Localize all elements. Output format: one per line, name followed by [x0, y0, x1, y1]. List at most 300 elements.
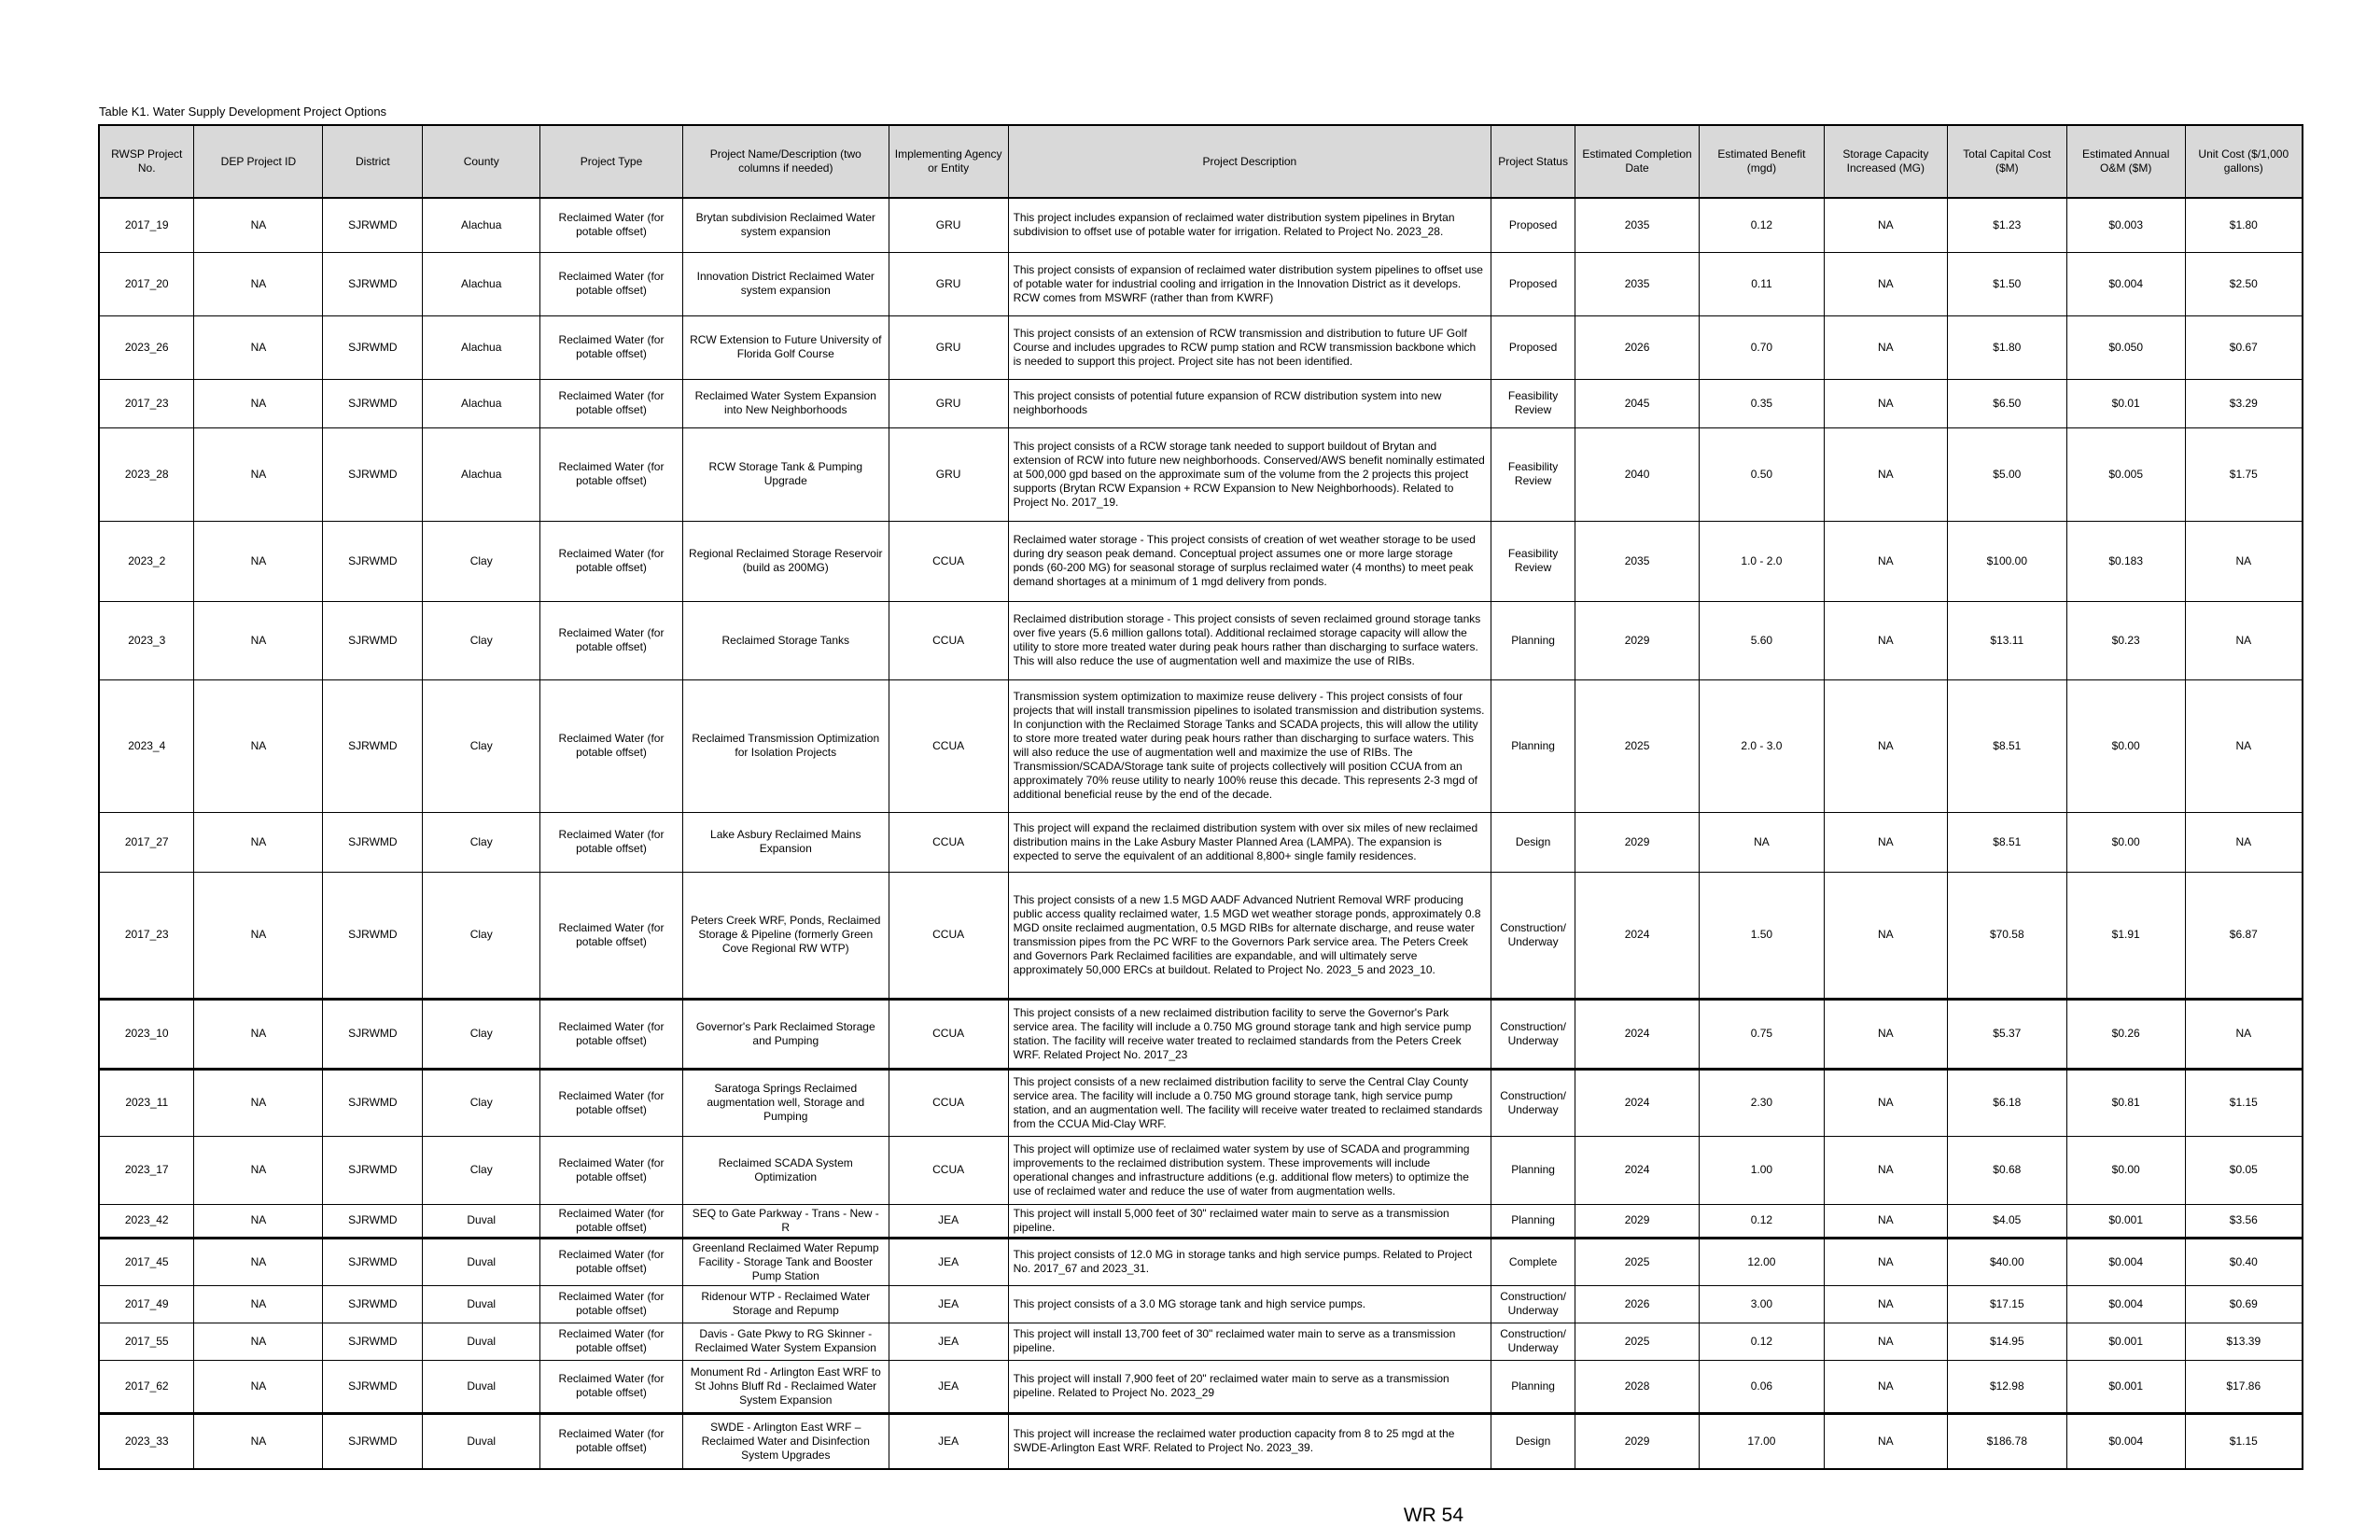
table-cell: SJRWMD — [323, 812, 423, 872]
table-cell: Reclaimed Water (for potable offset) — [540, 872, 683, 999]
table-row — [99, 1413, 2303, 1469]
table-cell: This project will increase the reclaimed water production capacity from 8 to 25 mgd at the SWDE-Arlington East WRF. Related to Project No. 2023_39. — [1008, 1413, 1491, 1469]
table-cell: 2023_10 — [99, 999, 194, 1069]
table-cell: $6.50 — [1947, 379, 2066, 427]
table-cell: Alachua — [423, 252, 540, 315]
table-cell: $0.68 — [1947, 1136, 2066, 1204]
table-cell: NA — [1824, 1136, 1947, 1204]
table-row — [99, 1285, 2303, 1323]
table-cell: GRU — [889, 252, 1008, 315]
table-cell: Duval — [423, 1413, 540, 1469]
table-cell: RCW Extension to Future University of Florida Golf Course — [682, 315, 889, 379]
table-row — [99, 679, 2303, 812]
table-cell: NA — [1824, 1360, 1947, 1413]
table-cell: JEA — [889, 1360, 1008, 1413]
table-cell: Planning — [1491, 1136, 1575, 1204]
table-cell: SJRWMD — [323, 1323, 423, 1360]
table-cell: SJRWMD — [323, 1069, 423, 1136]
table-cell: Reclaimed Water System Expansion into New Neighborhoods — [682, 379, 889, 427]
table-row — [99, 601, 2303, 679]
table-cell: $0.001 — [2066, 1360, 2185, 1413]
table-cell: $0.00 — [2066, 812, 2185, 872]
table-cell: 2026 — [1575, 1285, 1700, 1323]
table-row — [99, 1069, 2303, 1136]
table-cell: SJRWMD — [323, 999, 423, 1069]
table-cell: NA — [1824, 1238, 1947, 1285]
table-cell: 2024 — [1575, 999, 1700, 1069]
table-cell: 2024 — [1575, 872, 1700, 999]
table-cell: Duval — [423, 1204, 540, 1238]
table-cell: Proposed — [1491, 252, 1575, 315]
table-cell: Construction/Underway — [1491, 1069, 1575, 1136]
table-cell: 2029 — [1575, 1413, 1700, 1469]
table-cell: $0.67 — [2185, 315, 2303, 379]
table-cell: Reclaimed Water (for potable offset) — [540, 1204, 683, 1238]
table-cell: JEA — [889, 1238, 1008, 1285]
table-cell: NA — [1824, 1204, 1947, 1238]
table-cell: $0.004 — [2066, 1285, 2185, 1323]
table-cell: NA — [194, 1136, 323, 1204]
table-row — [99, 252, 2303, 315]
table-cell: SJRWMD — [323, 601, 423, 679]
table-cell: 2023_28 — [99, 427, 194, 521]
table-cell: 0.35 — [1700, 379, 1825, 427]
table-cell: 0.12 — [1700, 198, 1825, 252]
table-cell: $0.005 — [2066, 427, 2185, 521]
table-cell: JEA — [889, 1323, 1008, 1360]
table-cell: $0.00 — [2066, 1136, 2185, 1204]
table-cell: Reclaimed Water (for potable offset) — [540, 999, 683, 1069]
table-cell: NA — [1824, 999, 1947, 1069]
table-cell: Clay — [423, 1136, 540, 1204]
table-cell: Greenland Reclaimed Water Repump Facility - Storage Tank and Booster Pump Station — [682, 1238, 889, 1285]
table-cell: $1.23 — [1947, 198, 2066, 252]
table-header-cell: Estimated Completion Date — [1575, 125, 1700, 198]
table-cell: $1.75 — [2185, 427, 2303, 521]
table-cell: NA — [194, 679, 323, 812]
table-cell: Monument Rd - Arlington East WRF to St Johns Bluff Rd - Reclaimed Water System Expansion — [682, 1360, 889, 1413]
table-cell: NA — [194, 315, 323, 379]
table-cell: JEA — [889, 1285, 1008, 1323]
table-cell: $0.40 — [2185, 1238, 2303, 1285]
table-row — [99, 872, 2303, 999]
table-cell: $17.15 — [1947, 1285, 2066, 1323]
table-cell: Reclaimed Water (for potable offset) — [540, 1360, 683, 1413]
table-cell: NA — [194, 1323, 323, 1360]
table-header-cell: Total Capital Cost ($M) — [1947, 125, 2066, 198]
table-cell: 17.00 — [1700, 1413, 1825, 1469]
table-cell: NA — [1824, 315, 1947, 379]
table-cell: Regional Reclaimed Storage Reservoir (build as 200MG) — [682, 521, 889, 601]
table-cell: 2026 — [1575, 315, 1700, 379]
table-cell: NA — [1824, 601, 1947, 679]
table-cell: Reclaimed Water (for potable offset) — [540, 1136, 683, 1204]
table-cell: Reclaimed Water (for potable offset) — [540, 315, 683, 379]
table-cell: $1.15 — [2185, 1413, 2303, 1469]
page-title: Table K1. Water Supply Development Project Options — [99, 105, 387, 119]
table-cell: $1.50 — [1947, 252, 2066, 315]
table-header-cell: Estimated Annual O&M ($M) — [2066, 125, 2185, 198]
table-cell: $186.78 — [1947, 1413, 2066, 1469]
table-cell: Reclaimed water storage - This project consists of creation of wet weather storage to be used during dry season peak demand. Conceptual project assumes one or more large storage ponds (60-200 MG) for seasonal storage of surplus reclaimed water (4 months) to meet peak demand shortages at a minimum of 1 mgd delivery from ponds. — [1008, 521, 1491, 601]
table-cell: Alachua — [423, 198, 540, 252]
table-cell: Duval — [423, 1285, 540, 1323]
table-cell: 2023_3 — [99, 601, 194, 679]
table-cell: 2017_23 — [99, 379, 194, 427]
table-cell: NA — [2185, 521, 2303, 601]
table-cell: Reclaimed Water (for potable offset) — [540, 601, 683, 679]
table-cell: Reclaimed Water (for potable offset) — [540, 679, 683, 812]
table-cell: SJRWMD — [323, 379, 423, 427]
table-cell: 2017_62 — [99, 1360, 194, 1413]
table-cell: Reclaimed Water (for potable offset) — [540, 1238, 683, 1285]
table-cell: SJRWMD — [323, 1136, 423, 1204]
table-cell: NA — [1824, 427, 1947, 521]
table-cell: SJRWMD — [323, 198, 423, 252]
table-cell: 2023_17 — [99, 1136, 194, 1204]
table-cell: Planning — [1491, 679, 1575, 812]
table-cell: CCUA — [889, 1136, 1008, 1204]
table-cell: Reclaimed distribution storage - This project consists of seven reclaimed ground storage tanks over five years (5.6 million gallons total). Additional reclaimed storage capacity will allow the utility to store more treated water during peak hours rather than discharging to surface waters. This will also reduce the use of augmentation well and maximize the use of RIBs. — [1008, 601, 1491, 679]
table-cell: SJRWMD — [323, 1204, 423, 1238]
table-cell: Planning — [1491, 601, 1575, 679]
table-cell: $100.00 — [1947, 521, 2066, 601]
table-cell: $0.05 — [2185, 1136, 2303, 1204]
table-cell: $5.37 — [1947, 999, 2066, 1069]
table-cell: $0.004 — [2066, 1413, 2185, 1469]
table-cell: Construction/Underway — [1491, 1323, 1575, 1360]
table-cell: Duval — [423, 1238, 540, 1285]
table-cell: $0.81 — [2066, 1069, 2185, 1136]
table-cell: NA — [1824, 1413, 1947, 1469]
table-cell: $17.86 — [2185, 1360, 2303, 1413]
table-cell: SJRWMD — [323, 1285, 423, 1323]
table-cell: 2023_11 — [99, 1069, 194, 1136]
table-cell: This project consists of a new 1.5 MGD AADF Advanced Nutrient Removal WRF producing public access quality reclaimed water, 1.5 MGD wet weather storage ponds, approximately 0.8 MGD onsite reclaimed augmentation, 0.5 MGD RIBs for alternate discharge, and reuse water transmission pipes from the PC WRF to the Governors Park service area. The Peters Creek and Governors Park Reclaimed facilities are expandable, and will ultimately serve approximately 50,000 ERCs at buildout. Related to Project No. 2023_5 and 2023_10. — [1008, 872, 1491, 999]
table-cell: 0.06 — [1700, 1360, 1825, 1413]
table-cell: JEA — [889, 1204, 1008, 1238]
table-cell: Saratoga Springs Reclaimed augmentation well, Storage and Pumping — [682, 1069, 889, 1136]
table-cell: Reclaimed Water (for potable offset) — [540, 379, 683, 427]
table-header — [99, 125, 2303, 198]
table-cell: 1.50 — [1700, 872, 1825, 999]
table-cell: NA — [194, 1204, 323, 1238]
table-cell: Clay — [423, 872, 540, 999]
table-cell: SJRWMD — [323, 427, 423, 521]
table-cell: NA — [194, 252, 323, 315]
table-cell: 5.60 — [1700, 601, 1825, 679]
table-cell: NA — [1824, 812, 1947, 872]
table-cell: $0.26 — [2066, 999, 2185, 1069]
table-cell: NA — [2185, 999, 2303, 1069]
table-cell: GRU — [889, 427, 1008, 521]
table-cell: Ridenour WTP - Reclaimed Water Storage and Repump — [682, 1285, 889, 1323]
table-cell: Reclaimed Water (for potable offset) — [540, 1413, 683, 1469]
table-cell: $3.56 — [2185, 1204, 2303, 1238]
table-cell: 2023_26 — [99, 315, 194, 379]
table-header-cell: Unit Cost ($/1,000 gallons) — [2185, 125, 2303, 198]
table-cell: SJRWMD — [323, 679, 423, 812]
table-cell: This project will install 7,900 feet of 20" reclaimed water main to serve as a transmission pipeline. Related to Project No. 2023_29 — [1008, 1360, 1491, 1413]
table-header-cell: DEP Project ID — [194, 125, 323, 198]
table-cell: Reclaimed Water (for potable offset) — [540, 1323, 683, 1360]
table-cell: Brytan subdivision Reclaimed Water system expansion — [682, 198, 889, 252]
table-cell: NA — [2185, 679, 2303, 812]
table-cell: $6.87 — [2185, 872, 2303, 999]
table-cell: 2029 — [1575, 812, 1700, 872]
table-header-cell: Estimated Benefit (mgd) — [1700, 125, 1825, 198]
table-cell: 2017_55 — [99, 1323, 194, 1360]
table-cell: Feasibility Review — [1491, 427, 1575, 521]
table-cell: NA — [1824, 198, 1947, 252]
table-cell: 2024 — [1575, 1069, 1700, 1136]
table-cell: 2035 — [1575, 198, 1700, 252]
table-cell: $8.51 — [1947, 812, 2066, 872]
table-cell: Construction/Underway — [1491, 872, 1575, 999]
table-cell: 2017_20 — [99, 252, 194, 315]
table-cell: NA — [1824, 679, 1947, 812]
table-cell: NA — [1824, 521, 1947, 601]
table-cell: CCUA — [889, 601, 1008, 679]
table-header-cell: Implementing Agency or Entity — [889, 125, 1008, 198]
table-cell: SJRWMD — [323, 521, 423, 601]
table-cell: NA — [194, 521, 323, 601]
table-cell: SJRWMD — [323, 1413, 423, 1469]
table-cell: 2024 — [1575, 1136, 1700, 1204]
table-cell: $40.00 — [1947, 1238, 2066, 1285]
table-header-cell: RWSP Project No. — [99, 125, 194, 198]
table-cell: 3.00 — [1700, 1285, 1825, 1323]
table-cell: Reclaimed Transmission Optimization for Isolation Projects — [682, 679, 889, 812]
table-cell: 0.70 — [1700, 315, 1825, 379]
table-cell: $5.00 — [1947, 427, 2066, 521]
table-cell: Transmission system optimization to maximize reuse delivery - This project consists of four projects that will install transmission pipelines to isolated transmission and distribution systems. In conjunction with the Reclaimed Storage Tanks and SCADA projects, this will allow the utility to store more treated water during peak hours rather than discharging to surface waters. This will also reduce the use of augmentation well and maximize the use of RIBs. The Transmission/SCADA/Storage tank suite of projects collectively will position CCUA from an approximately 70% reuse utility to nearly 100% reuse this decade. This represents 2-3 mgd of additional beneficial reuse by the end of the decade. — [1008, 679, 1491, 812]
table-cell: 1.00 — [1700, 1136, 1825, 1204]
table-cell: Clay — [423, 521, 540, 601]
table-row — [99, 1136, 2303, 1204]
table-cell: 2029 — [1575, 1204, 1700, 1238]
table-cell: NA — [1824, 379, 1947, 427]
table-cell: 2028 — [1575, 1360, 1700, 1413]
table-cell: $4.05 — [1947, 1204, 2066, 1238]
table-cell: Clay — [423, 812, 540, 872]
table-cell: NA — [194, 601, 323, 679]
table-cell: 2.0 - 3.0 — [1700, 679, 1825, 812]
table-cell: NA — [194, 1285, 323, 1323]
table-cell: This project consists of an extension of RCW transmission and distribution to future UF Golf Course and includes upgrades to RCW pump station and RCW transmission backbone which is needed to support this project. Project site has not been identified. — [1008, 315, 1491, 379]
table-cell: Proposed — [1491, 198, 1575, 252]
table-cell: SJRWMD — [323, 315, 423, 379]
table-cell: $12.98 — [1947, 1360, 2066, 1413]
project-options-table — [98, 124, 2303, 1470]
table-row — [99, 521, 2303, 601]
table-cell: NA — [1824, 872, 1947, 999]
table-cell: Reclaimed Water (for potable offset) — [540, 198, 683, 252]
table-cell: GRU — [889, 198, 1008, 252]
table-cell: $0.00 — [2066, 679, 2185, 812]
table-cell: SJRWMD — [323, 1360, 423, 1413]
table-cell: CCUA — [889, 521, 1008, 601]
table-cell: NA — [194, 198, 323, 252]
table-header-cell: Project Type — [540, 125, 683, 198]
table-cell: 2023_33 — [99, 1413, 194, 1469]
table-cell: Lake Asbury Reclaimed Mains Expansion — [682, 812, 889, 872]
table-cell: NA — [1824, 1285, 1947, 1323]
table-cell: $13.39 — [2185, 1323, 2303, 1360]
table-cell: Clay — [423, 679, 540, 812]
table-cell: $6.18 — [1947, 1069, 2066, 1136]
table-cell: Reclaimed Water (for potable offset) — [540, 252, 683, 315]
table-cell: Reclaimed Water (for potable offset) — [540, 427, 683, 521]
table-row — [99, 315, 2303, 379]
table-cell: This project consists of 12.0 MG in storage tanks and high service pumps. Related to Project No. 2017_67 and 2023_31. — [1008, 1238, 1491, 1285]
table-cell: 2.30 — [1700, 1069, 1825, 1136]
table-cell: 2023_42 — [99, 1204, 194, 1238]
table-cell: Feasibility Review — [1491, 521, 1575, 601]
table-cell: 2035 — [1575, 521, 1700, 601]
table-cell: This project consists of a RCW storage tank needed to support buildout of Brytan and extension of RCW into future new neighborhoods. Conserved/AWS benefit nominally estimated at 500,000 gpd based on the approximate sum of the volume from the 2 projects this project supports (Brytan RCW Expansion + RCW Expansion to New Neighborhoods). Related to Project No. 2017_19. — [1008, 427, 1491, 521]
table-cell: Innovation District Reclaimed Water system expansion — [682, 252, 889, 315]
table-cell: NA — [194, 1413, 323, 1469]
table-cell: This project includes expansion of reclaimed water distribution system pipelines in Brytan subdivision to offset use of potable water for irrigation. Related to Project No. 2023_28. — [1008, 198, 1491, 252]
table-cell: $0.001 — [2066, 1323, 2185, 1360]
table-cell: 2017_49 — [99, 1285, 194, 1323]
table-cell: NA — [1824, 1069, 1947, 1136]
table-cell: Reclaimed Water (for potable offset) — [540, 521, 683, 601]
table-row — [99, 812, 2303, 872]
table-cell: Design — [1491, 1413, 1575, 1469]
table-cell: Alachua — [423, 379, 540, 427]
table-header-cell: Project Description — [1008, 125, 1491, 198]
table-cell: 2017_19 — [99, 198, 194, 252]
table-cell: Design — [1491, 812, 1575, 872]
table-cell: 2040 — [1575, 427, 1700, 521]
table-cell: 2023_4 — [99, 679, 194, 812]
table-cell: $70.58 — [1947, 872, 2066, 999]
table-cell: This project consists of a 3.0 MG storage tank and high service pumps. — [1008, 1285, 1491, 1323]
table-cell: Construction/Underway — [1491, 999, 1575, 1069]
table-cell: $0.050 — [2066, 315, 2185, 379]
table-row — [99, 1323, 2303, 1360]
table-row — [99, 427, 2303, 521]
table-cell: Construction/Underway — [1491, 1285, 1575, 1323]
table-header-cell: Project Name/Description (two columns if needed) — [682, 125, 889, 198]
table-cell: Reclaimed Water (for potable offset) — [540, 1069, 683, 1136]
table-cell: 2023_2 — [99, 521, 194, 601]
table-cell: Proposed — [1491, 315, 1575, 379]
table-cell: $0.01 — [2066, 379, 2185, 427]
table-cell: 2035 — [1575, 252, 1700, 315]
page-footer: WR 54 — [1403, 1505, 1463, 1526]
table-cell: NA — [194, 999, 323, 1069]
table-cell: Clay — [423, 999, 540, 1069]
table-cell: $0.003 — [2066, 198, 2185, 252]
table-cell: NA — [2185, 601, 2303, 679]
table-cell: NA — [1700, 812, 1825, 872]
table-cell: NA — [194, 427, 323, 521]
table-cell: GRU — [889, 379, 1008, 427]
table-cell: This project will optimize use of reclaimed water system by use of SCADA and programming improvements to the reclaimed distribution system. These improvements will include operational changes and infrastructure additions (e.g. additional flow meters) to optimize the use of reclaimed water and reduce the use of water from augmentation wells. — [1008, 1136, 1491, 1204]
table-cell: NA — [1824, 1323, 1947, 1360]
table-cell: 2045 — [1575, 379, 1700, 427]
table-cell: SJRWMD — [323, 872, 423, 999]
table-cell: $0.001 — [2066, 1204, 2185, 1238]
table-cell: NA — [194, 872, 323, 999]
table-cell: 0.12 — [1700, 1323, 1825, 1360]
table-cell: 2025 — [1575, 1238, 1700, 1285]
table-cell: NA — [194, 1360, 323, 1413]
table-cell: 2025 — [1575, 679, 1700, 812]
table-row — [99, 1238, 2303, 1285]
table-cell: This project will install 5,000 feet of 30" reclaimed water main to serve as a transmission pipeline. — [1008, 1204, 1491, 1238]
table-cell: Planning — [1491, 1360, 1575, 1413]
table-cell: $0.69 — [2185, 1285, 2303, 1323]
table-header-cell: Project Status — [1491, 125, 1575, 198]
table-cell: $0.23 — [2066, 601, 2185, 679]
table-row — [99, 1360, 2303, 1413]
table-cell: This project consists of a new reclaimed distribution facility to serve the Central Clay County service area. The facility will include a 0.750 MG ground storage tank, high service pump station, and an augmentation well. The facility will receive water treated to reclaimed standards from the CCUA Mid-Clay WRF. — [1008, 1069, 1491, 1136]
table-cell: $1.91 — [2066, 872, 2185, 999]
table-cell: SWDE - Arlington East WRF – Reclaimed Water and Disinfection System Upgrades — [682, 1413, 889, 1469]
table-cell: Feasibility Review — [1491, 379, 1575, 427]
table-cell: Complete — [1491, 1238, 1575, 1285]
table-cell: 2017_27 — [99, 812, 194, 872]
table-cell: NA — [194, 379, 323, 427]
table-cell: SJRWMD — [323, 1238, 423, 1285]
table-cell: CCUA — [889, 872, 1008, 999]
table-cell: 2029 — [1575, 601, 1700, 679]
table-cell: 0.11 — [1700, 252, 1825, 315]
table-cell: Davis - Gate Pkwy to RG Skinner - Reclaimed Water System Expansion — [682, 1323, 889, 1360]
table-cell: Reclaimed SCADA System Optimization — [682, 1136, 889, 1204]
table-cell: Reclaimed Water (for potable offset) — [540, 1285, 683, 1323]
table-row — [99, 999, 2303, 1069]
table-cell: 0.75 — [1700, 999, 1825, 1069]
table-cell: Duval — [423, 1323, 540, 1360]
table-cell: Peters Creek WRF, Ponds, Reclaimed Storage & Pipeline (formerly Green Cove Regional RW WTP) — [682, 872, 889, 999]
table-cell: This project consists of expansion of reclaimed water distribution system pipelines to offset use of potable water for industrial cooling and irrigation in the Innovation District as it develops. RCW comes from MSWRF (rather than from KWRF) — [1008, 252, 1491, 315]
table-cell: 2017_45 — [99, 1238, 194, 1285]
table-cell: This project consists of a new reclaimed distribution facility to serve the Governor's Park service area. The facility will include a 0.750 MG ground storage tank and high service pump station. The facility will receive water treated to reclaimed standards from the Peters Creek WRF. Related Project No. 2017_23 — [1008, 999, 1491, 1069]
table-cell: CCUA — [889, 812, 1008, 872]
table-cell: NA — [194, 1069, 323, 1136]
table-cell: Alachua — [423, 315, 540, 379]
table-cell: CCUA — [889, 999, 1008, 1069]
table-cell: NA — [2185, 812, 2303, 872]
table-header-cell: County — [423, 125, 540, 198]
table-cell: NA — [194, 1238, 323, 1285]
table-cell: Reclaimed Storage Tanks — [682, 601, 889, 679]
table-cell: JEA — [889, 1413, 1008, 1469]
table-cell: SJRWMD — [323, 252, 423, 315]
table-cell: Clay — [423, 1069, 540, 1136]
table-cell: Planning — [1491, 1204, 1575, 1238]
table-cell: GRU — [889, 315, 1008, 379]
table-header-cell: Storage Capacity Increased (MG) — [1824, 125, 1947, 198]
table-cell: $0.183 — [2066, 521, 2185, 601]
table-header-row — [99, 125, 2303, 198]
table-cell: $2.50 — [2185, 252, 2303, 315]
table-row — [99, 1204, 2303, 1238]
table-cell: $14.95 — [1947, 1323, 2066, 1360]
table-cell: This project consists of potential future expansion of RCW distribution system into new neighborhoods — [1008, 379, 1491, 427]
table-cell: SEQ to Gate Parkway - Trans - New - R — [682, 1204, 889, 1238]
table-cell: NA — [1824, 252, 1947, 315]
table-cell: Duval — [423, 1360, 540, 1413]
table-cell: $0.004 — [2066, 1238, 2185, 1285]
table-cell: $1.80 — [1947, 315, 2066, 379]
table-cell: Reclaimed Water (for potable offset) — [540, 812, 683, 872]
